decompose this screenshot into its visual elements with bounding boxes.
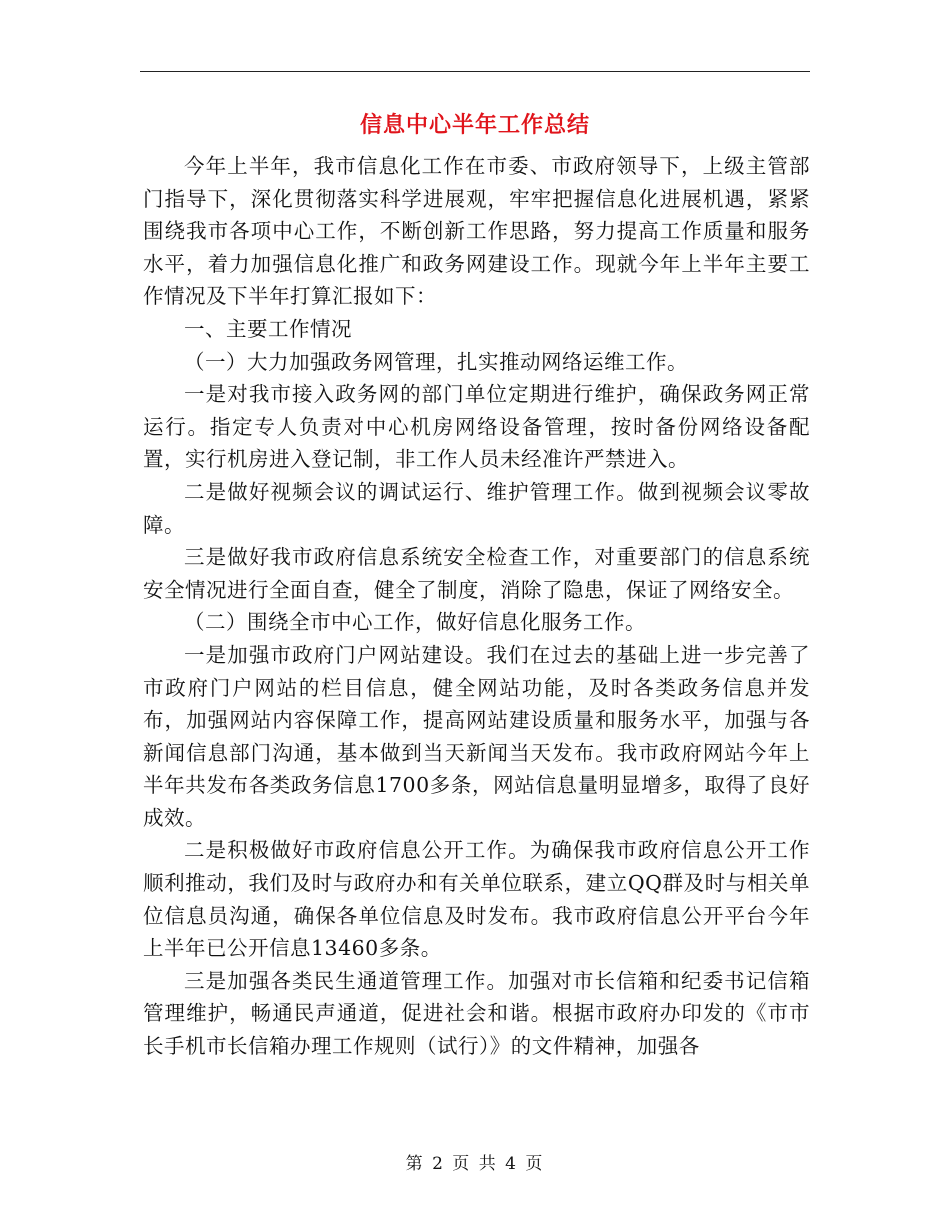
subsection-heading-1: （一）大力加强政务网管理，扎实推动网络运维工作。 xyxy=(184,349,688,374)
document-body xyxy=(143,150,810,1063)
document-title: 信息中心半年工作总结 xyxy=(359,113,590,138)
page-footer: 第 2 页 共 4 页 xyxy=(405,1154,545,1174)
body-paragraph: 二是做好视频会议的调试运行、维护管理工作。做到视频会议零故障。 xyxy=(143,479,810,537)
body-paragraph: 二是积极做好市政府信息公开工作。为确保我市政府信息公开工作顺利推动，我们及时与政府办和有关单位联系，建立QQ群及时与相关单位信息员沟通，确保各单位信息及时发布。我市政府信息公开平台今年上半年已公开信息13460多条。 xyxy=(143,838,810,961)
subsection-heading-2: （二）围绕全市中心工作，做好信息化服务工作。 xyxy=(184,610,646,635)
body-paragraph: 一是对我市接入政务网的部门单位定期进行维护，确保政务网正常运行。指定专人负责对中心机房网络设备管理，按时备份网络设备配置，实行机房进入登记制，非工作人员未经准许严禁进入。 xyxy=(143,382,810,472)
body-paragraph: 三是加强各类民生通道管理工作。加强对市长信箱和纪委书记信箱管理维护，畅通民声通道，促进社会和谐。根据市政府办印发的《市市长手机市长信箱办理工作规则（试行）》的文件精神，加强各 xyxy=(143,968,810,1059)
intro-paragraph: 今年上半年，我市信息化工作在市委、市政府领导下，上级主管部门指导下，深化贯彻落实科学进展观，牢牢把握信息化进展机遇，紧紧围绕我市各项中心工作，不断创新工作思路，努力提高工作质量和服务水平，着力加强信息化推广和政务网建设工作。现就今年上半年主要工作情况及下半年打算汇报如下： xyxy=(143,154,810,309)
section-heading-main-work: 一、主要工作情况 xyxy=(184,316,352,341)
body-paragraph: 三是做好我市政府信息系统安全检查工作，对重要部门的信息系统安全情况进行全面自查，健全了制度，消除了隐患，保证了网络安全。 xyxy=(143,545,810,602)
header-rule xyxy=(140,71,810,72)
body-paragraph: 一是加强市政府门户网站建设。我们在过去的基础上进一步完善了市政府门户网站的栏目信息，健全网站功能，及时各类政务信息并发布，加强网站内容保障工作，提高网站建设质量和服务水平，加强与各新闻信息部门沟通，基本做到当天新闻当天发布。我市政府网站今年上半年共发布各类政务信息1700多条，网站信息量明显增多，取得了良好成效。 xyxy=(143,642,810,830)
